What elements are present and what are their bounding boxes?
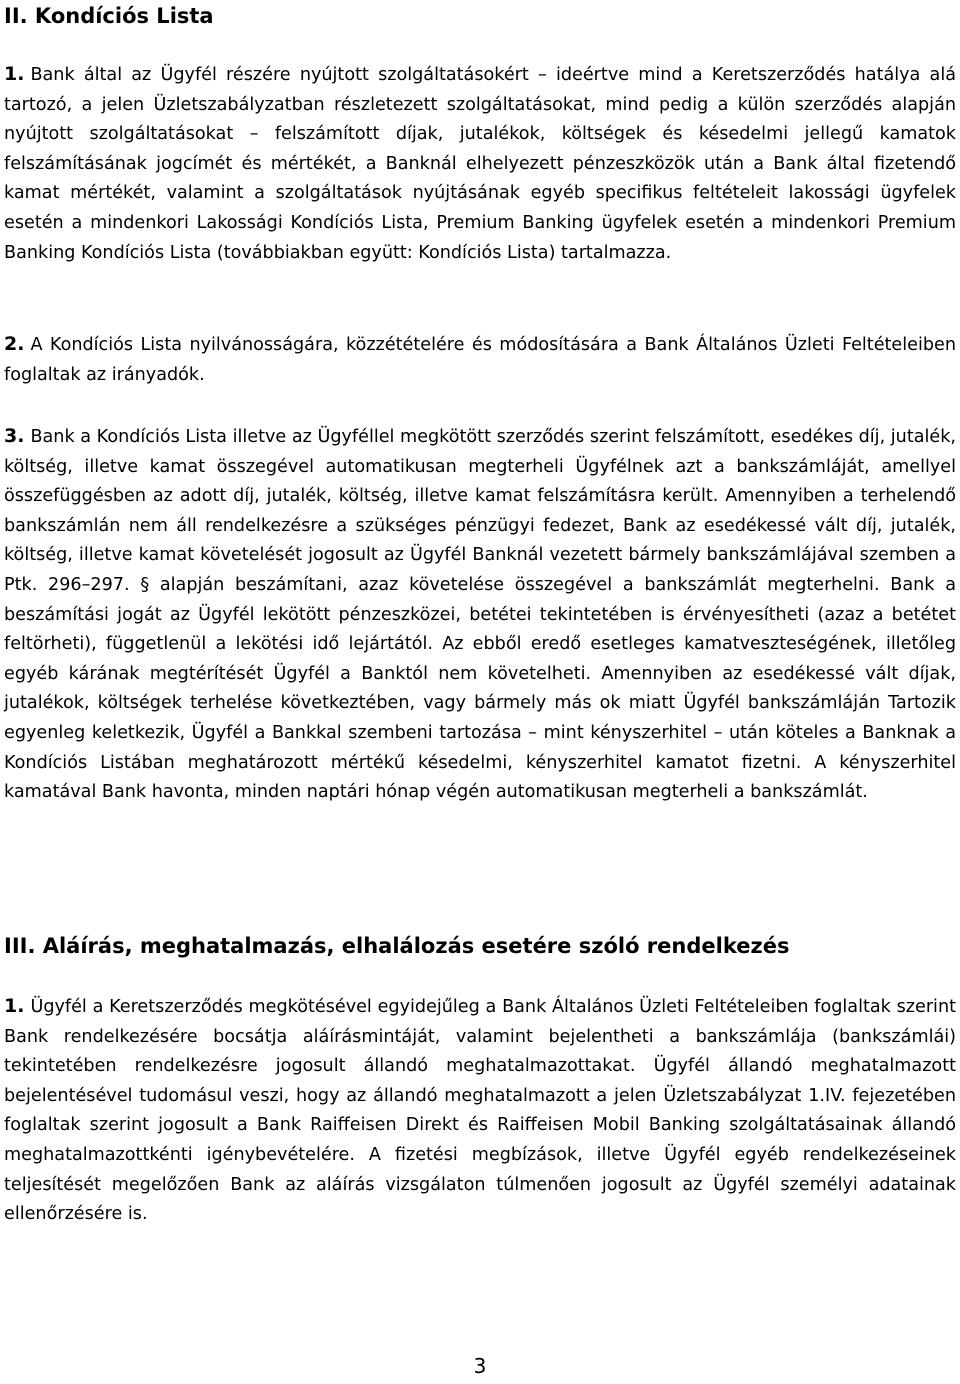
page-number: 3: [473, 1354, 487, 1378]
section-heading-alairas: III. Aláírás, meghatalmazás, elhalálozás esetére szóló rendelkezés: [4, 934, 790, 958]
paragraph-2-2: [4, 330, 956, 390]
paragraph-number: 1.: [4, 63, 25, 85]
paragraph-text: Bank által az Ügyfél részére nyújtott szolgáltatásokért – ideértve mind a Keretszerződés hatálya alá tartozó, a jelen Üzletszabályzatban részletezett szolgáltatásokat, mind pedig a külön szerződés alapján nyújtott szolgáltatásokat – felszámított díjak, jutalékok, költségek és késedelmi jellegű kamatok felszámításának jogcímét és mértékét, a Banknál elhelyezett pénzeszközök után a Bank által fizetendő kamat mértékét, valamint a szolgáltatások nyújtásának egyéb specifikus feltételeit lakossági ügyfelek esetén a mindenkori Lakossági Kondíciós Lista, Premium Banking ügyfelek esetén a mindenkori Premium Banking Kondíciós Lista (továbbiakban együtt: Kondíciós Lista) tartalmazza.: [4, 65, 956, 263]
paragraph-2-3: [4, 422, 956, 808]
section-heading-kondicios-lista: II. Kondíciós Lista: [4, 4, 214, 28]
paragraph-text: Bank a Kondíciós Lista illetve az Ügyféllel megkötött szerződés szerint felszámított, esedékes díj, jutalék, költség, illetve kamat összegével automatikusan megterheli Ügyfélnek azt a bankszámláját, amellyel összefüggésben az adott díj, jutalék, költség, illetve kamat felszámításra került. Amennyiben a terhelendő bankszámlán nem áll rendelkezésre a szükséges pénzügyi fedezet, Bank az esedékessé vált díj, jutalék, költség, illetve kamat követelését jogosult az Ügyfél Banknál vezetett bármely bankszámlájával szemben a Ptk. 296–297. § alapján beszámítani, azaz követelése összegével a bankszámlát megterhelni. Bank a beszámítási jogát az Ügyfél lekötött pénzeszközei, betétei tekintetében is érvényesítheti (azaz a betétet feltörheti), függetlenül a lekötési idő lejártától. Az ebből eredő esetleges kamatveszteségének, illetőleg egyéb kárának megtérítését Ügyfél a Banktól nem követelheti. Amennyiben az esedékessé vált díjak, jutalékok, költségek terhelése következtében, vagy bármely más ok miatt Ügyfél bankszámláján Tartozik egyenleg keletkezik, Ügyfél a Bankkal szembeni tartozása – mint kényszerhitel – után köteles a Banknak a Kondíciós Listában meghatározott mértékű késedelmi, kényszerhitel kamatot fizetni. A kényszerhitel kamatával Bank havonta, minden naptári hónap végén automatikusan megterheli a bankszámlát.: [4, 427, 956, 803]
paragraph-text: Ügyfél a Keretszerződés megkötésével egyidejűleg a Bank Általános Üzleti Feltételeiben foglaltak szerint Bank rendelkezésére bocsátja aláírásmintáját, valamint bejelentheti a bankszámlája (bankszámlái) tekintetében rendelkezésre jogosult állandó meghatalmazottakat. Ügyfél állandó meghatalmazott bejelentésével tudomásul veszi, hogy az állandó meghatalmazott a jelen Üzletszabályzat 1.IV. fejezetében foglaltak szerint jogosult a Bank Raiffeisen Direkt és Raiffeisen Mobil Banking szolgáltatásainak állandó meghatalmazottkénti igénybevételére. A fizetési megbízások, illetve Ügyfél egyéb rendelkezéseinek teljesítését megelőzően Bank az aláírás vizsgálaton túlmenően jogosult az Ügyfél személyi adatainak ellenőrzésére is.: [4, 997, 956, 1225]
paragraph-number: 1.: [4, 995, 25, 1017]
paragraph-number: 3.: [4, 425, 25, 447]
paragraph-number: 2.: [4, 333, 25, 355]
paragraph-text: A Kondíciós Lista nyilvánosságára, közzétételére és módosítására a Bank Általános Üzleti Feltételeiben foglaltak az irányadók.: [4, 335, 956, 385]
paragraph-2-1: [4, 60, 956, 268]
paragraph-3-1: [4, 992, 956, 1230]
